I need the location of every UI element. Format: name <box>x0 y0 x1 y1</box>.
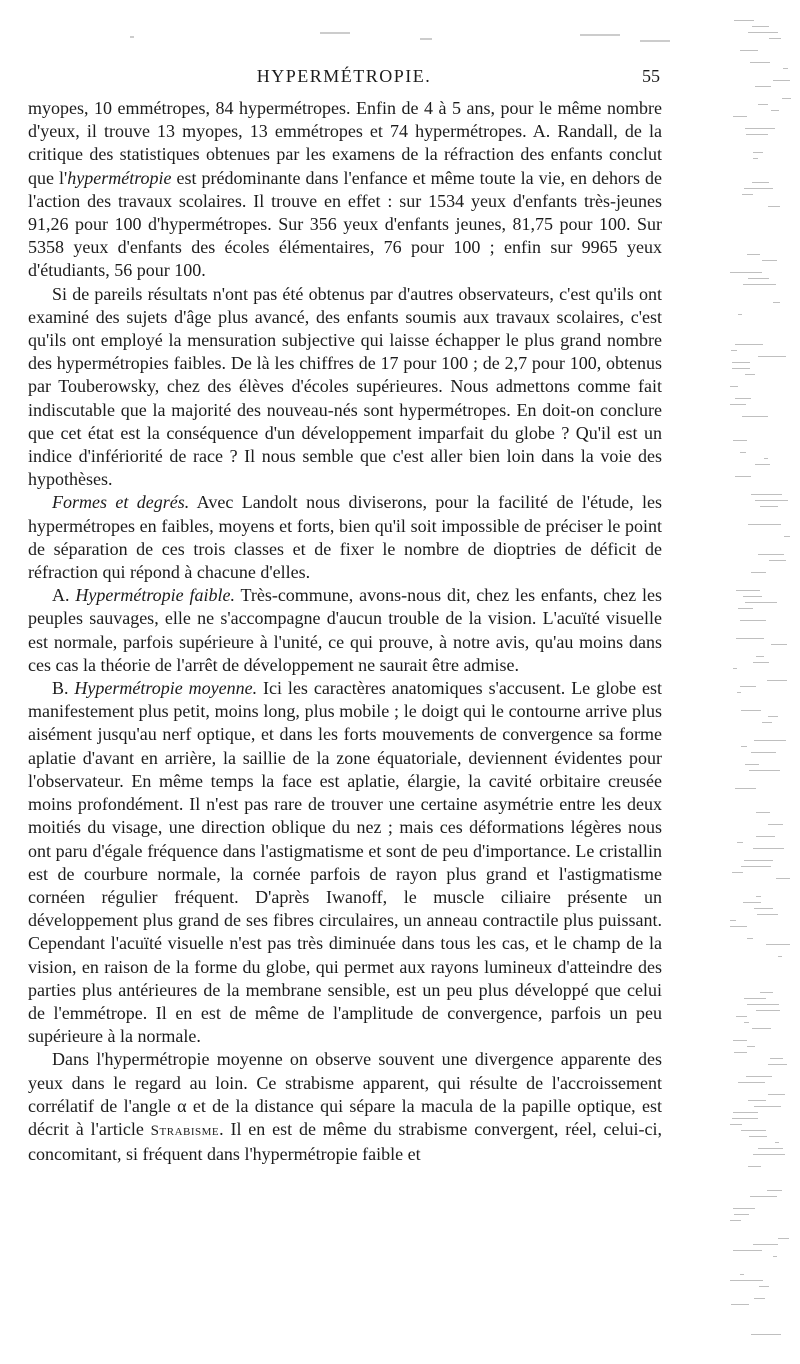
scan-speck <box>773 302 780 303</box>
scan-speck <box>753 152 763 153</box>
scan-speck <box>756 656 764 657</box>
scan-speck <box>730 1220 741 1221</box>
scan-speck <box>733 1250 762 1251</box>
scan-speck <box>748 1166 761 1167</box>
scan-speck <box>740 1274 744 1275</box>
scan-speck <box>732 362 750 363</box>
scan-speck <box>730 1124 742 1125</box>
scan-speck <box>767 1190 782 1191</box>
scan-speck <box>783 68 788 69</box>
scan-speck <box>752 26 769 27</box>
scan-speck <box>738 314 742 315</box>
scan-speck <box>747 1004 779 1005</box>
scan-speck <box>732 1118 758 1119</box>
scan-speck <box>743 902 761 903</box>
scan-speck <box>752 1028 771 1029</box>
scan-speck <box>733 1112 758 1113</box>
scan-speck <box>746 1076 772 1077</box>
scan-speck <box>752 182 769 183</box>
scan-speck <box>745 374 755 375</box>
scan-speck <box>750 62 770 63</box>
section-heading: Hypermétropie moyenne. <box>74 678 258 699</box>
scan-speck <box>762 260 777 261</box>
paragraph-text: Très-commune, avons-nous dit, chez les enfants, chez les peuples sauvages, elle ne s'accompagne d'aucun trouble de la vision. L'acuïté visuelle est normale, parfois supérieure à l'unité, ce qui prouve, à notre avis, qu'au moins dans ces cas la théorie de l'arrêt de développement ne saurait être admise. <box>28 585 663 675</box>
scan-speck <box>751 1334 781 1335</box>
scan-speck <box>747 1046 755 1047</box>
scan-speck <box>768 824 783 825</box>
paragraph-text: myopes, 10 emmétropes, 84 hypermétropes. Enfin de 4 à 5 ans, pour le même nombre d'yeux, il trouve 13 myopes, 13 emmétropes et 74 hypermétropes. A. Randall, de la critique des statistiques obtenues par les examens de la réfraction des enfants conclut que l' <box>28 98 662 188</box>
scan-speck <box>740 620 766 621</box>
scan-speck <box>758 104 768 105</box>
scan-speck <box>749 1136 767 1137</box>
scan-speck <box>747 938 753 939</box>
emphasis-term: hypermétropie <box>67 167 172 188</box>
scan-speck <box>770 1058 783 1059</box>
paragraph-medium <box>28 677 662 1048</box>
scan-speck <box>747 254 760 255</box>
scan-speck <box>753 662 769 663</box>
scan-speck <box>730 386 738 387</box>
scan-speck <box>756 812 770 813</box>
cross-reference: Strabisme <box>150 1122 220 1139</box>
scan-speck <box>736 1016 747 1017</box>
scan-speck <box>742 416 768 417</box>
scan-speck <box>758 1148 783 1149</box>
scan-speck <box>736 638 764 639</box>
scan-speck <box>732 872 743 873</box>
scan-speck <box>758 554 784 555</box>
scan-speck <box>768 206 780 207</box>
paragraph-observers: Si de pareils résultats n'ont pas été obtenus par d'autres observateurs, c'est qu'ils ont examiné des sujets d'âge plus avancé, des enfants soumis aux travaux scolaires, c'est qu'ils ont employé la mensuration subjective qui laisse échapper le plus grand nombre des hypermétropies faibles. De là les chiffres de 17 pour 100 ; de 2,7 pour 100, obtenus par Touberowsky, chez des élèves d'écoles supérieures. Nous admettons comme fait indiscutable que la majorité des nouveau-nés sont hypermétropes. En doit-on conclure que cet état est la conséquence d'un développement imparfait du globe ? Qu'il est un indice d'infériorité de race ? Il nous semble que c'est aller bien loin dans la voie des hypothèses. <box>28 283 662 490</box>
scan-speck <box>733 116 747 117</box>
scan-speck <box>755 464 770 465</box>
scan-speck <box>754 740 786 741</box>
scan-speck <box>741 866 771 867</box>
scan-speck <box>784 536 790 537</box>
scan-speck <box>734 20 754 21</box>
scan-speck <box>769 38 781 39</box>
scan-speck <box>730 920 736 921</box>
scan-speck <box>741 746 747 747</box>
scan-speck <box>743 596 762 597</box>
scan-speck <box>757 914 778 915</box>
scan-speck <box>773 1256 777 1257</box>
paragraph-strabismus <box>28 1048 662 1166</box>
scan-speck <box>751 494 782 495</box>
scan-speck <box>745 602 777 603</box>
paragraph-weak <box>28 584 662 677</box>
scan-speck <box>762 722 772 723</box>
scan-speck <box>776 878 790 879</box>
scan-speck <box>754 908 773 909</box>
scan-speck <box>748 524 781 525</box>
scan-speck <box>782 98 791 99</box>
scan-speck <box>740 50 758 51</box>
scan-speck <box>735 398 751 399</box>
scan-speck <box>740 686 756 687</box>
scan-speck <box>731 1304 749 1305</box>
scan-speck <box>731 350 737 351</box>
scan-speck <box>736 590 760 591</box>
scan-artifact-edge <box>730 20 792 1340</box>
scan-speck <box>737 692 741 693</box>
scan-speck <box>778 1238 789 1239</box>
scan-speck <box>730 272 762 273</box>
scan-speck <box>750 1196 777 1197</box>
scan-speck <box>742 194 753 195</box>
scan-speck <box>755 500 788 501</box>
paragraph-text: Dans l'hypermétropie moyenne on observe souvent une divergence apparente des yeux dans le regard au loin. Ce strabisme apparent, qui résulte de l'accroissement corrélatif de l'angle α et de la distance qui sépare la macula de la papille optique, est décrit à l'article <box>28 1049 662 1139</box>
scan-speck <box>775 1142 779 1143</box>
scan-speck <box>744 998 766 999</box>
scan-speck <box>734 1214 749 1215</box>
scan-speck <box>760 506 778 507</box>
scan-speck <box>756 1010 780 1011</box>
body-text <box>28 97 662 1166</box>
scan-speck <box>768 1094 785 1095</box>
section-heading: Formes et degrés. <box>52 492 190 513</box>
scan-speck <box>735 788 756 789</box>
item-label: A. <box>52 585 76 606</box>
scan-speck <box>744 188 773 189</box>
scan-speck <box>771 110 779 111</box>
scan-speck <box>764 458 768 459</box>
scan-speck <box>733 1040 747 1041</box>
scan-speck <box>734 1052 747 1053</box>
scan-speck <box>741 1130 766 1131</box>
scan-speck <box>741 710 761 711</box>
scan-speck <box>745 128 775 129</box>
scan-speck <box>753 1244 778 1245</box>
scan-speck <box>746 134 768 135</box>
item-label: B. <box>52 678 75 699</box>
paragraph-statistics <box>28 97 662 283</box>
scan-speck <box>751 752 776 753</box>
scan-speck <box>740 452 746 453</box>
scan-speck <box>753 158 758 159</box>
running-title: HYPERMÉTROPIE. <box>256 66 432 86</box>
scan-speck <box>745 764 759 765</box>
scan-speck <box>768 1064 787 1065</box>
section-heading: Hypermétropie faible. <box>75 585 235 606</box>
scan-speck <box>755 86 771 87</box>
scan-speck <box>732 368 750 369</box>
scan-speck <box>760 992 773 993</box>
scan-speck <box>767 680 787 681</box>
paragraph-text: . Il en est de même du strabisme convergent, réel, celui-ci, concomitant, si fréquent dans l'hypermétropie faible et <box>28 1118 662 1165</box>
page-number: 55 <box>642 66 660 86</box>
scan-speck <box>735 344 763 345</box>
scan-speck <box>744 860 773 861</box>
paragraph-text: est prédominante dans l'enfance et même toute la vie, en dehors de l'action des travaux scolaires. Il trouve en effet : sur 1534 yeux d'enfants très-jeunes 91,26 pour 100 d'hypermétropes. Sur 356 yeux d'enfants jeunes, 81,75 pour 100. Sur 5358 yeux d'enfants des écoles élémentaires, 76 pour 100 ; enfin sur 9965 yeux d'étudiants, 56 pour 100. <box>28 167 663 281</box>
scan-speck <box>748 278 769 279</box>
running-head <box>28 66 660 88</box>
scan-speck <box>753 1154 785 1155</box>
scan-speck <box>753 848 784 849</box>
scan-speck <box>737 842 743 843</box>
scan-speck <box>768 716 778 717</box>
scan-speck <box>756 896 761 897</box>
scan-speck <box>733 1208 755 1209</box>
scan-speck <box>738 608 753 609</box>
scan-speck <box>748 1100 766 1101</box>
paragraph-forms <box>28 491 662 584</box>
scan-speck <box>758 356 786 357</box>
scan-speck <box>769 560 786 561</box>
scan-speck <box>748 32 778 33</box>
scan-speck <box>730 404 746 405</box>
scan-speck <box>735 476 751 477</box>
scan-speck <box>759 1286 769 1287</box>
scan-speck <box>738 1082 765 1083</box>
scan-speck <box>730 1280 763 1281</box>
scan-artifact-top <box>120 28 680 48</box>
scan-speck <box>754 1106 781 1107</box>
paragraph-text: Ici les caractères anatomiques s'accusent. Le globe est manifestement plus petit, moins long, plus mobile ; le doigt qui le contourne arrive plus aisément jusqu'au nerf optique, et dans les forts mouvements de convergence sa forme aplatie d'avant en arrière, la saillie de la zone équatoriale, deviennent évidentes pour l'observateur. En même temps la face est aplatie, élargie, la cavité orbitaire creusée moins profondément. Il n'est pas rare de trouver une certaine asymétrie entre les deux moitiés du visage, une direction oblique du nez ; mais ces déformations légères nous ont paru d'égale fréquence dans l'astigmatisme et sont de peu d'importance. Le cristallin est de courbure normale, la cornée parfois de rayon plus grand et l'astigmatisme cornéen régulier fréquent. D'après Iwanoff, le muscle ciliaire présente un développement plus grand de ses fibres circulaires, un anneau contractile plus puissant. Cependant l'acuïté visuelle n'est pas très diminuée dans tous les cas, et le champ de la vision, en raison de la forme du globe, qui permet aux rayons lumineux d'atteindre des parties plus antérieures de la membrane sensible, est un peu plus développé que celui de l'emmétrope. Il en est de même de l'amplitude de convergence, parfois un peu supérieure à la normale. <box>28 678 662 1047</box>
scan-speck <box>749 770 780 771</box>
scan-speck <box>730 926 747 927</box>
scan-speck <box>733 440 747 441</box>
scan-speck <box>756 836 775 837</box>
paragraph-text: Avec Landolt nous diviserons, pour la facilité de l'étude, les hypermétropes en faibles, moyens et forts, bien qu'il soit impossible de préciser le point de séparation de ces trois classes et de fixer le nombre de dioptries de déficit de réfraction qui répond à chacune d'elles. <box>28 492 662 583</box>
scan-speck <box>766 944 790 945</box>
scan-speck <box>778 956 782 957</box>
scan-speck <box>754 1298 765 1299</box>
scan-speck <box>773 80 790 81</box>
scan-speck <box>733 668 737 669</box>
scan-speck <box>744 1022 749 1023</box>
scan-speck <box>751 572 766 573</box>
scan-speck <box>771 644 787 645</box>
scan-speck <box>743 284 776 285</box>
